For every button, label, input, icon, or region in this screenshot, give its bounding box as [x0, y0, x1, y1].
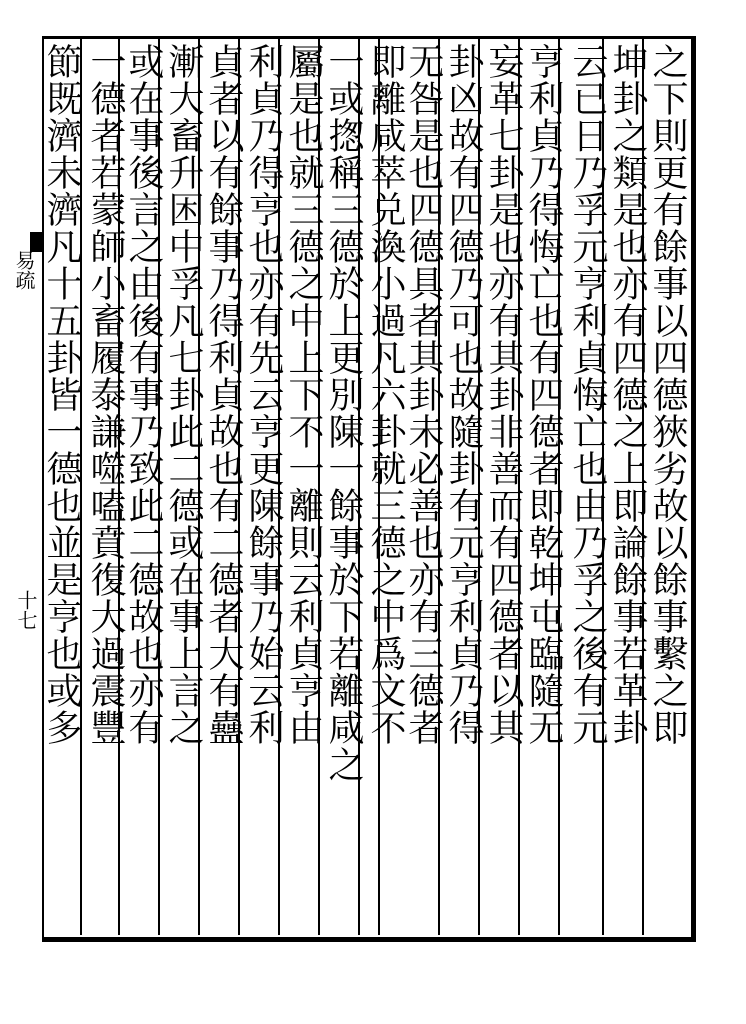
text-column: [82, 43, 129, 939]
margin-book-title: 易疏: [12, 250, 36, 290]
column-text: 一德者若蒙師小畜履泰謙噬嗑賁復大過震豐: [85, 43, 126, 746]
text-column: [280, 43, 327, 939]
text-column: [564, 43, 611, 939]
text-column: [480, 43, 527, 939]
text-column: [604, 43, 651, 939]
text-column: [520, 43, 567, 939]
text-column: [644, 43, 691, 939]
column-text: 卦凶故有四德乃可也故隨卦有元亨利貞乃得: [443, 43, 484, 746]
column-text: 即離咸萃兑渙小過凡六卦就三德之中爲文不: [365, 43, 406, 746]
column-text: 坤卦之類是也亦有四德之上即論餘事若革卦: [607, 43, 648, 746]
column-text: 貞者以有餘事乃得利貞故也有二德者大有蠱: [203, 43, 244, 746]
column-text: 節既濟未濟凡十五卦皆一德也並是亨也或多: [41, 43, 82, 746]
page-number: 十七: [14, 590, 38, 630]
text-column: [362, 43, 409, 939]
column-text: 漸大畜升困中孚凡七卦此二德或在事上言之: [163, 43, 204, 746]
column-text: 无咎是也四德具者其卦未必善也亦有三德者: [403, 43, 444, 746]
column-text: 之下則更有餘事以四德狹劣故以餘事繫之即: [647, 43, 688, 746]
column-text: 妄革七卦是也亦有其卦非善而有四德者以其: [483, 43, 524, 746]
text-frame: [42, 36, 696, 942]
text-column: [38, 43, 85, 939]
text-column: [160, 43, 207, 939]
column-text: 屬是也就三德之中上下不一離則云利貞亨由: [283, 43, 324, 746]
text-column: [200, 43, 247, 939]
text-column: [320, 43, 367, 939]
text-column: [440, 43, 487, 939]
column-text: 利貞乃得亨也亦有先云亨更陳餘事乃始云利: [243, 43, 284, 746]
column-text: 云已日乃孚元亨利貞悔亡也由乃孚之後有元: [567, 43, 608, 746]
column-text: 亨利貞乃得悔亡也有四德者即乾坤屯臨隨无: [523, 43, 564, 746]
text-column: [240, 43, 287, 939]
column-text: 一或揔稱三德於上更別陳一餘事於下若離咸之: [323, 43, 364, 783]
column-text: 或在事後言之由後有事乃致此二德故也亦有: [123, 43, 164, 746]
